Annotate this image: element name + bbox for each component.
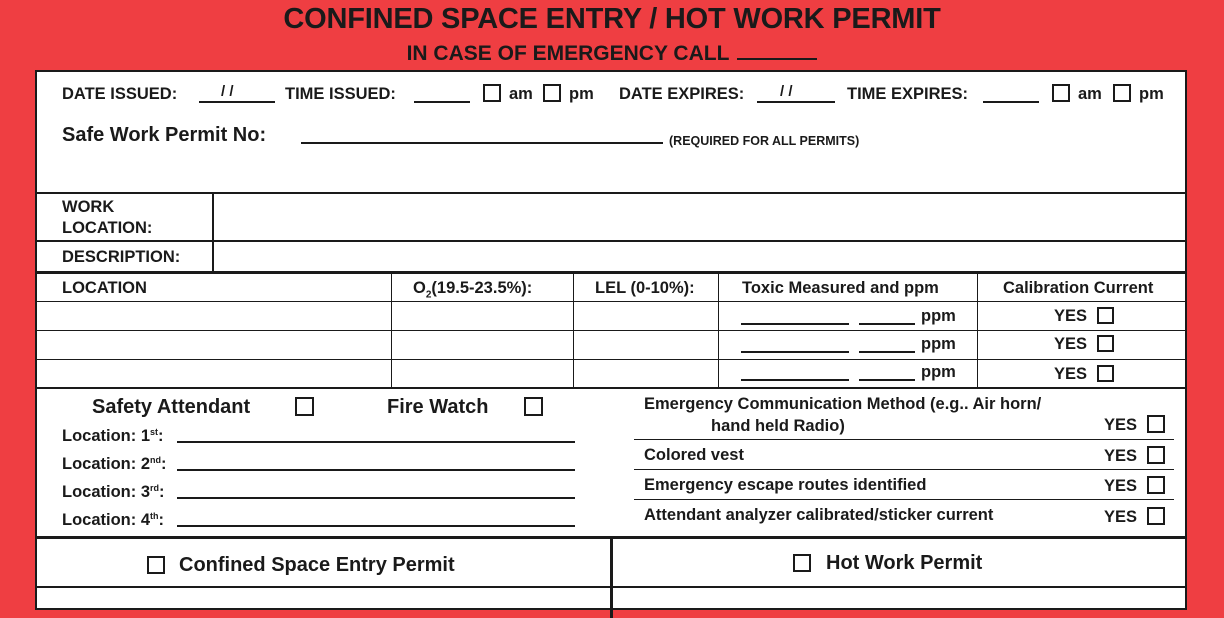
yes-label: YES xyxy=(1054,335,1088,353)
time-expires-field[interactable] xyxy=(983,101,1039,103)
confined-space-permit-label: Confined Space Entry Permit xyxy=(179,554,455,576)
emergency-communication-yes-checkbox[interactable] xyxy=(1147,415,1165,433)
o2-range: (19.5-23.5%): xyxy=(431,279,533,297)
emergency-call-label: IN CASE OF EMERGENCY CALL xyxy=(406,42,730,65)
location-3-prefix: Location: 3 xyxy=(62,483,151,501)
pm-label: pm xyxy=(1139,85,1164,103)
checklist-item-4: Attendant analyzer calibrated/sticker current xyxy=(644,506,994,524)
description-field[interactable] xyxy=(215,242,1185,272)
emergency-number-field[interactable] xyxy=(737,42,817,60)
analyzer-calibrated-yes-checkbox[interactable] xyxy=(1147,507,1165,525)
location-4-label xyxy=(62,511,164,530)
escape-routes-yes-checkbox[interactable] xyxy=(1147,476,1165,494)
toxic-ppm-field[interactable] xyxy=(859,379,915,381)
calibration-yes-checkbox[interactable] xyxy=(1097,307,1114,324)
work-location-field[interactable] xyxy=(215,194,1185,240)
location-1-suffix: : xyxy=(158,427,164,445)
date-expires-slashes: / / xyxy=(780,83,793,100)
ppm-label: ppm xyxy=(921,335,956,353)
toxic-ppm-field[interactable] xyxy=(859,351,915,353)
gas-col-calibration: Calibration Current xyxy=(1003,279,1154,297)
permit-no-note: (REQUIRED FOR ALL PERMITS) xyxy=(669,134,860,148)
calibration-yes-checkbox[interactable] xyxy=(1097,365,1114,382)
divider xyxy=(37,271,1187,274)
date-issued-field[interactable] xyxy=(199,101,275,103)
colored-vest-yes-checkbox[interactable] xyxy=(1147,446,1165,464)
pm-label: pm xyxy=(569,85,594,103)
location-1-prefix: Location: 1 xyxy=(62,427,151,445)
date-issued-label: DATE ISSUED: xyxy=(62,85,178,103)
divider xyxy=(634,499,1174,500)
location-4-prefix: Location: 4 xyxy=(62,511,151,529)
time-expires-label: TIME EXPIRES: xyxy=(847,85,969,103)
gas-col-o2 xyxy=(413,279,532,300)
divider xyxy=(718,273,719,388)
gas-col-location: LOCATION xyxy=(62,279,147,297)
gas-col-toxic: Toxic Measured and ppm xyxy=(742,279,939,297)
hot-work-permit-label: Hot Work Permit xyxy=(826,552,983,574)
emergency-call-line xyxy=(0,42,1224,66)
time-issued-field[interactable] xyxy=(414,101,470,103)
location-2-field[interactable] xyxy=(177,469,575,471)
divider xyxy=(977,273,978,388)
checklist-item-1-line2: hand held Radio) xyxy=(711,417,845,435)
location-2-prefix: Location: 2 xyxy=(62,455,151,473)
toxic-name-field[interactable] xyxy=(741,323,849,325)
checklist-item-3: Emergency escape routes identified xyxy=(644,476,927,494)
time-expires-pm-checkbox[interactable] xyxy=(1113,84,1131,102)
location-3-field[interactable] xyxy=(177,497,575,499)
work-location-label-line1: WORK xyxy=(62,198,115,216)
am-label: am xyxy=(1078,85,1102,103)
time-expires-am-checkbox[interactable] xyxy=(1052,84,1070,102)
work-location-label xyxy=(62,197,152,239)
divider xyxy=(634,469,1174,470)
yes-label: YES xyxy=(1104,477,1138,495)
o2-subscript: 2 xyxy=(425,289,432,301)
location-3-label xyxy=(62,483,165,502)
work-location-label-line2: LOCATION: xyxy=(62,219,153,237)
toxic-ppm-field[interactable] xyxy=(859,323,915,325)
location-3-sup: rd xyxy=(150,483,160,493)
divider xyxy=(37,586,1187,588)
description-label: DESCRIPTION: xyxy=(62,248,181,266)
location-4-suffix: : xyxy=(158,511,165,529)
ppm-label: ppm xyxy=(921,307,956,325)
toxic-name-field[interactable] xyxy=(741,351,849,353)
divider xyxy=(391,273,392,388)
yes-label: YES xyxy=(1104,447,1138,465)
hot-work-permit-checkbox[interactable] xyxy=(793,554,811,572)
checklist-item-2: Colored vest xyxy=(644,446,744,464)
location-1-sup: st xyxy=(150,427,159,437)
location-3-suffix: : xyxy=(159,483,165,501)
fire-watch-checkbox[interactable] xyxy=(524,397,543,416)
yes-label: YES xyxy=(1054,307,1088,325)
safety-attendant-label: Safety Attendant xyxy=(92,396,251,418)
o2-symbol: O xyxy=(413,279,426,297)
gas-col-lel: LEL (0-10%): xyxy=(595,279,695,297)
date-issued-slashes: / / xyxy=(221,83,234,100)
location-1-label xyxy=(62,427,164,446)
location-2-sup: nd xyxy=(150,455,162,465)
fire-watch-label: Fire Watch xyxy=(387,396,489,418)
location-2-suffix: : xyxy=(161,455,167,473)
location-1-field[interactable] xyxy=(177,441,575,443)
time-issued-am-checkbox[interactable] xyxy=(483,84,501,102)
divider xyxy=(573,273,574,388)
toxic-name-field[interactable] xyxy=(741,379,849,381)
am-label: am xyxy=(509,85,533,103)
divider xyxy=(37,387,1187,389)
location-4-field[interactable] xyxy=(177,525,575,527)
divider xyxy=(610,538,613,618)
permit-no-field[interactable] xyxy=(301,142,663,144)
checklist-item-1-line1: Emergency Communication Method (e.g.. Air horn/ xyxy=(644,395,1042,413)
divider xyxy=(37,330,1187,331)
location-4-sup: th xyxy=(150,511,159,521)
calibration-yes-checkbox[interactable] xyxy=(1097,335,1114,352)
confined-space-permit-checkbox[interactable] xyxy=(147,556,165,574)
divider xyxy=(634,439,1174,440)
divider xyxy=(212,193,214,273)
yes-label: YES xyxy=(1104,508,1138,526)
yes-label: YES xyxy=(1054,365,1088,383)
form-title: CONFINED SPACE ENTRY / HOT WORK PERMIT xyxy=(283,3,941,35)
date-expires-field[interactable] xyxy=(757,101,835,103)
location-2-label xyxy=(62,455,167,474)
yes-label: YES xyxy=(1104,416,1138,434)
divider xyxy=(37,359,1187,360)
permit-no-label: Safe Work Permit No: xyxy=(62,124,267,146)
time-issued-label: TIME ISSUED: xyxy=(285,85,396,103)
permit-sheet xyxy=(35,70,1187,610)
safety-attendant-checkbox[interactable] xyxy=(295,397,314,416)
divider xyxy=(37,301,1187,302)
time-issued-pm-checkbox[interactable] xyxy=(543,84,561,102)
date-expires-label: DATE EXPIRES: xyxy=(619,85,745,103)
ppm-label: ppm xyxy=(921,363,956,381)
